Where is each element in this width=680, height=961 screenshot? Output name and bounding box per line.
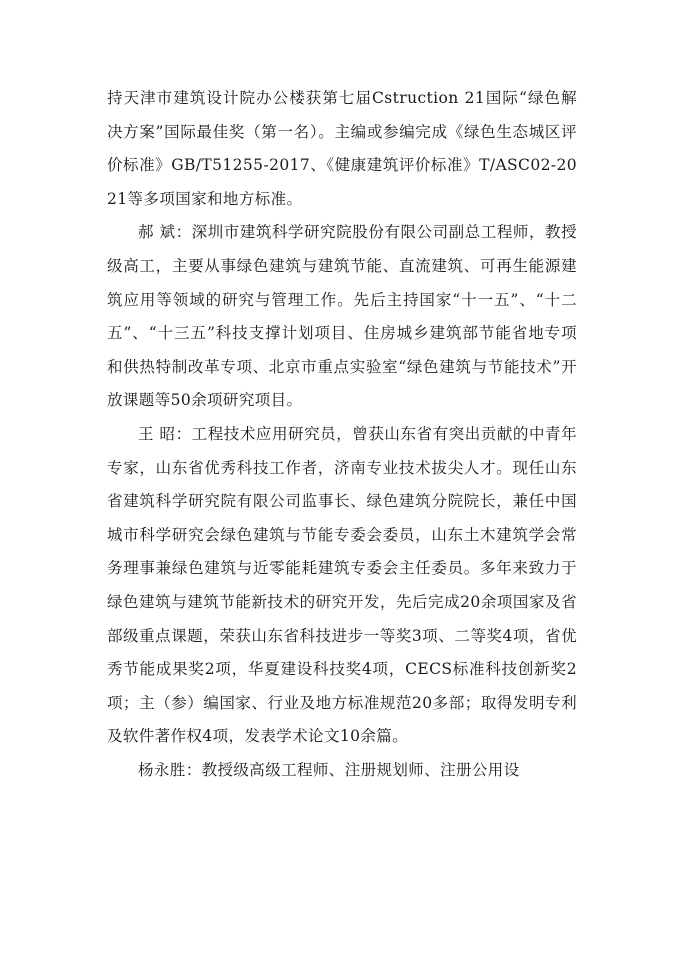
paragraph-hao-bin-bio: 郝 斌：深圳市建筑科学研究院股份有限公司副总工程师，教授级高工，主要从事绿色建筑与建筑节能、直流建筑、可再生能源建筑应用等领域的研究与管理工作。先后主持国家“十一五”、“十二五”、“十三五”科技支撑计划项目、住房城乡建筑部节能省地专项和供热特制改革专项、北京市重点实验室“绿色建筑与节能技术”开放课题等50余项研究项目。 (107, 223, 577, 410)
body-text (107, 82, 577, 787)
paragraph-wang-zhao-bio: 王 昭：工程技术应用研究员，曾获山东省有突出贡献的中青年专家，山东省优秀科技工作者，济南专业技术拔尖人才。现任山东省建筑科学研究院有限公司监事长、绿色建筑分院院长，兼任中国城市科学研究会绿色建筑与节能专委会委员，山东土木建筑学会常务理事兼绿色建筑与近零能耗建筑专委会主任委员。多年来致力于绿色建筑与建筑节能新技术的研究开发，先后完成20余项国家及省部级重点课题，荣获山东省科技进步一等奖3项、二等奖4项，省优秀节能成果奖2项，华夏建设科技奖4项，CECS标准科技创新奖2项；主（参）编国家、行业及地方标准规范20多部；取得发明专利及软件著作权4项，发表学术论文10余篇。 (107, 424, 577, 746)
paragraph-yang-yongsheng-bio: 杨永胜：教授级高级工程师、注册规划师、注册公用设 (138, 760, 520, 779)
paragraph-award-standards: 持天津市建筑设计院办公楼获第七届Cstruction 21国际“绿色解决方案”国际最佳奖（第一名）。主编或参编完成《绿色生态城区评价标准》GB/T51255-2017、《健康建筑评价标准》T/ASC02-2021等多项国家和地方标准。 (107, 89, 577, 208)
